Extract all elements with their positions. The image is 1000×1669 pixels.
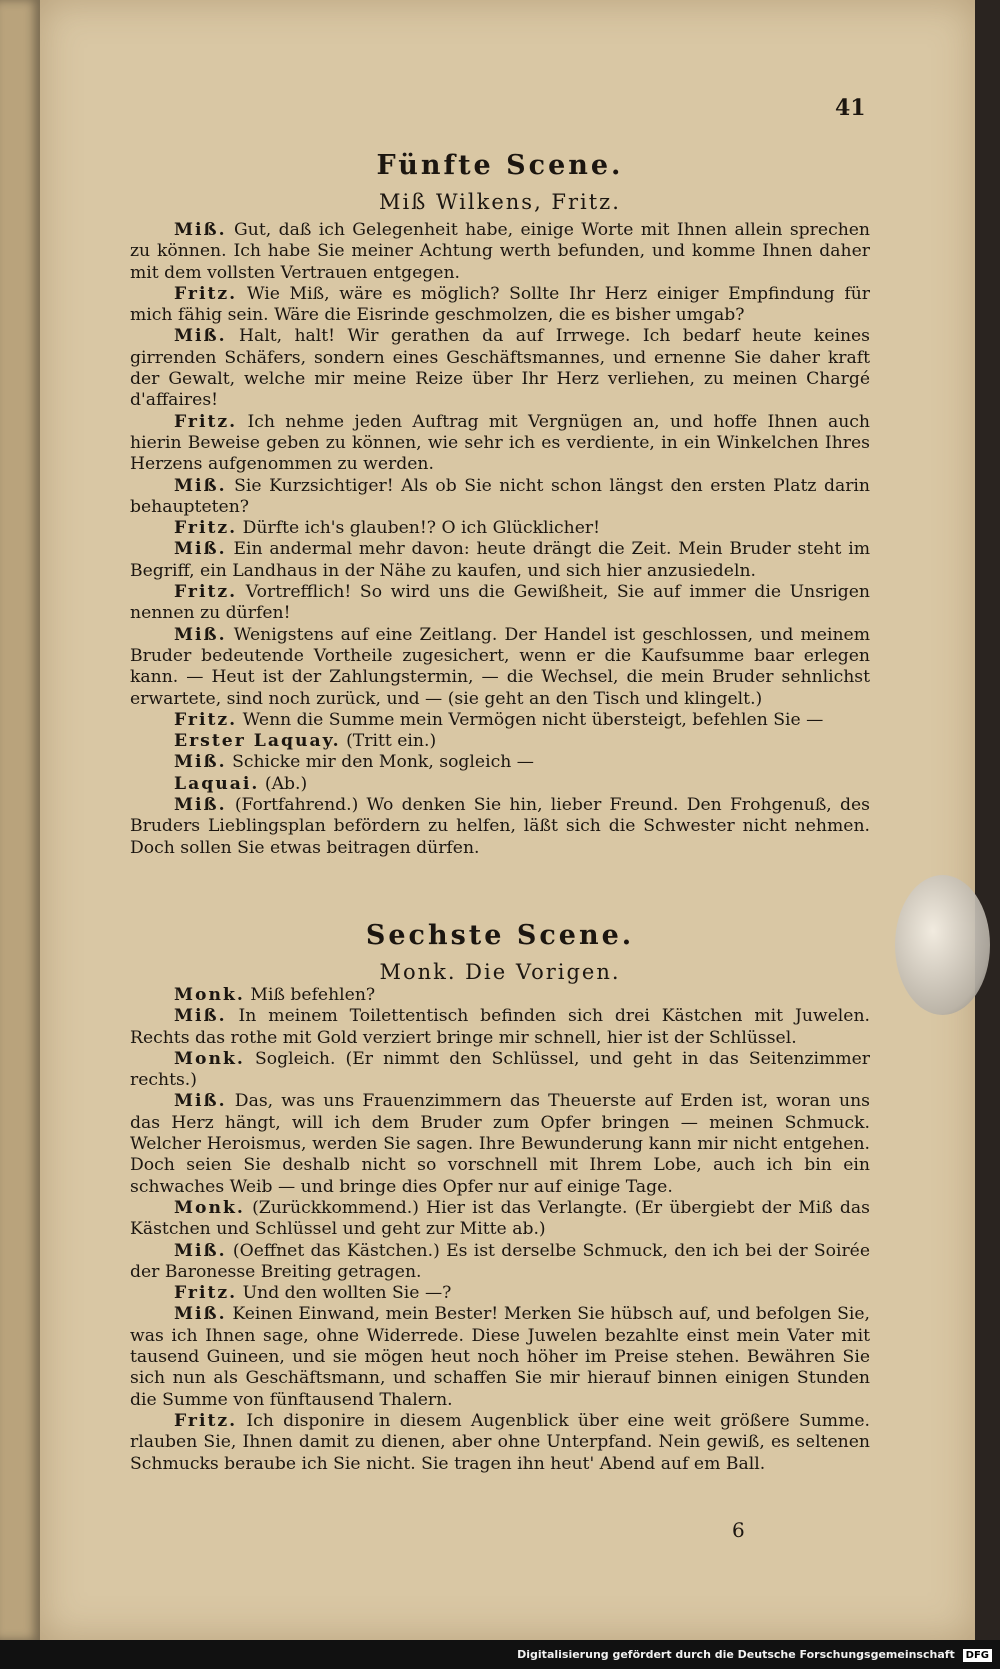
dialogue-line <box>130 284 870 327</box>
speaker-name: Miß. <box>174 326 227 347</box>
page-edge-shadow <box>975 0 1000 1640</box>
dialogue-line <box>130 731 870 752</box>
dialogue-line <box>130 412 870 476</box>
scene5-text <box>130 220 870 859</box>
dialogue-line <box>130 1049 870 1092</box>
dialogue-line <box>130 1411 870 1475</box>
dialogue-line <box>130 710 870 731</box>
dialogue-line <box>130 1241 870 1284</box>
footer-text: Digitalisierung gefördert durch die Deutsche Forschungsgemeinschaft <box>517 1648 955 1661</box>
speaker-name: Fritz. <box>174 709 238 730</box>
line-text: (Zurückkommend.) Hier ist das Verlangte. (Er übergiebt der Miß das Kästchen und Schlüssel und geht zur Mitte ab.) <box>130 1197 870 1240</box>
line-text: (Ab.) <box>264 773 308 794</box>
dfg-logo: DFG <box>963 1649 992 1662</box>
speaker-name: Miß. <box>174 539 227 560</box>
dialogue-line <box>130 220 870 284</box>
dialogue-line <box>130 795 870 859</box>
footer-bar <box>0 1640 1000 1669</box>
speaker-name: Miß. <box>174 752 227 773</box>
dialogue-line <box>130 476 870 519</box>
speaker-name: Miß. <box>174 1091 227 1112</box>
line-text: (Tritt ein.) <box>346 731 437 752</box>
line-text: Ich nehme jeden Auftrag mit Vergnügen an, und hoffe Ihnen auch hierin Beweise geben zu können, wie sehr ich es verdiente, in ein Winkelchen Ihres Herzens aufgenommen zu werden. <box>130 411 870 475</box>
signature-mark: 6 <box>732 1518 745 1542</box>
line-text: Sie Kurzsichtiger! Als ob Sie nicht schon längst den ersten Platz darin behaupteten? <box>130 475 870 517</box>
line-text: Wenn die Summe mein Vermögen nicht übersteigt, befehlen Sie — <box>242 709 824 730</box>
speaker-name: Fritz. <box>174 411 238 432</box>
dialogue-line <box>130 625 870 710</box>
dialogue-line <box>130 1006 870 1049</box>
dialogue-line <box>130 326 870 411</box>
speaker-name: Monk. <box>174 1048 245 1069</box>
line-text: Ein andermal mehr davon: heute drängt die Zeit. Mein Bruder steht im Begriff, ein Landhaus in der Nähe zu kaufen, und sich hier anzusiedeln. <box>130 539 870 581</box>
dialogue-line <box>130 1283 870 1304</box>
scene6-cast: Monk. Die Vorigen. <box>379 960 621 984</box>
speaker-name: Miß. <box>174 475 227 496</box>
speaker-name: Monk. <box>174 1197 245 1218</box>
scene6-text <box>130 985 870 1475</box>
line-text: Keinen Einwand, mein Bester! Merken Sie hübsch auf, und befolgen Sie, was ich Ihnen sage, ohne Widerrede. Diese Juwelen bezahlte einst mein Vater mit tausend Guineen, und sie mögen heut noch höher im Preise stehen. Bewähren Sie sich nun als Geschäftsmann, und schaffen Sie mir hierauf binnen einigen Stunden die Summe von fünftausend Thalern. <box>130 1304 870 1410</box>
line-text: Ich disponire in diesem Augenblick über eine weit größere Summe. rlauben Sie, Ihnen damit zu dienen, aber ohne Unterpfand. Nein gewiß, es seltenen Schmucks beraube ich Sie nicht. Sie tragen ihn heut' Abend auf em Ball. <box>130 1410 871 1474</box>
line-text: Vortrefflich! So wird uns die Gewißheit, Sie auf immer die Unsrigen nennen zu dürfen! <box>130 582 870 624</box>
facing-page-edge <box>0 0 40 1640</box>
dialogue-line <box>130 752 870 773</box>
speaker-name: Fritz. <box>174 283 238 304</box>
speaker-name: Miß. <box>174 1304 227 1325</box>
scene6-title: Sechste Scene. <box>365 920 635 951</box>
dialogue-line <box>130 1304 870 1410</box>
line-text: In meinem Toilettentisch befinden sich drei Kästchen mit Juwelen. Rechts das rothe mit Gold verziert bringe mir schnell, hier ist der Schlüssel. <box>130 1006 870 1048</box>
line-text: Wie Miß, wäre es möglich? Sollte Ihr Herz einiger Empfindung für mich fähig sein. Wäre die Eisrinde geschmolzen, die es bisher umgab? <box>130 283 870 326</box>
dialogue-line <box>130 582 870 625</box>
speaker-name: Monk. <box>174 985 245 1005</box>
scene5-title: Fünfte Scene. <box>376 150 624 181</box>
line-text: Das, was uns Frauenzimmern das Theuerste auf Erden ist, woran uns das Herz hängt, will ich dem Bruder zum Opfer bringen — meinen Schmuck. Welcher Heroismus, werden Sie sagen. Ihre Bewunderung kann mir nicht entgehen. Doch seien Sie deshalb nicht so vorschnell mit Ihrem Lobe, auch ich bin ein schwaches Weib — und bringe dies Opfer nur auf einige Tage. <box>130 1091 870 1197</box>
speaker-name: Miß. <box>174 220 227 240</box>
line-text: Gut, daß ich Gelegenheit habe, einige Worte mit Ihnen allein sprechen zu können. Ich habe Sie meiner Achtung werth befunden, und komme Ihnen daher mit dem vollsten Vertrauen entgegen. <box>130 220 871 283</box>
page-number: 41 <box>835 95 866 121</box>
line-text: (Oeffnet das Kästchen.) Es ist derselbe Schmuck, den ich bei der Soirée der Baronesse Breiting getragen. <box>130 1240 871 1282</box>
speaker-name: Fritz. <box>174 518 238 539</box>
line-text: Und den wollten Sie —? <box>242 1283 452 1304</box>
speaker-name: Miß. <box>174 624 227 645</box>
line-text: Miß befehlen? <box>250 985 376 1005</box>
line-text: Dürfte ich's glauben!? O ich Glücklicher! <box>242 518 600 539</box>
speaker-name: Erster Laquay. <box>174 731 341 752</box>
speaker-name: Miß. <box>174 795 227 816</box>
line-text: (Fortfahrend.) Wo denken Sie hin, lieber Freund. Den Frohgenuß, des Bruders Lieblingsplan befördern zu helfen, läßt sich die Schwester nicht nehmen. Doch sollen Sie etwas beitragen dürfen. <box>130 795 870 858</box>
dialogue-line <box>130 518 870 539</box>
dialogue-line <box>130 985 870 1006</box>
scene5-cast: Miß Wilkens, Fritz. <box>379 190 621 214</box>
line-text: Halt, halt! Wir gerathen da auf Irrwege. Ich bedarf heute keines girrenden Schäfers, sondern eines Geschäftsmannes, und ernenne Sie daher kraft der Gewalt, welche mir meine Reize über Ihr Herz verliehen, zu meinen Chargé d'affaires! <box>130 326 871 411</box>
dialogue-line <box>130 1198 870 1241</box>
speaker-name: Laquai. <box>174 773 260 794</box>
dialogue-line <box>130 539 870 582</box>
speaker-name: Fritz. <box>174 1410 238 1431</box>
speaker-name: Miß. <box>174 1240 227 1261</box>
line-text: Schicke mir den Monk, sogleich — <box>232 752 534 773</box>
speaker-name: Fritz. <box>174 1283 238 1304</box>
line-text: Sogleich. (Er nimmt den Schlüssel, und geht in das Seitenzimmer rechts.) <box>130 1048 871 1091</box>
speaker-name: Miß. <box>174 1006 227 1027</box>
dialogue-line <box>130 1091 870 1197</box>
line-text: Wenigstens auf eine Zeitlang. Der Handel ist geschlossen, und meinem Bruder bedeutende Vortheile zugesichert, wenn er die Kaufsumme baar erlegen kann. — Heut ist der Zahlungstermin, — die Wechsel, die mein Bruder sehnlichst erwartete, sind noch zurück, und — (sie geht an den Tisch und klingelt.) <box>130 624 870 709</box>
speaker-name: Fritz. <box>174 582 238 603</box>
dialogue-line <box>130 774 870 795</box>
